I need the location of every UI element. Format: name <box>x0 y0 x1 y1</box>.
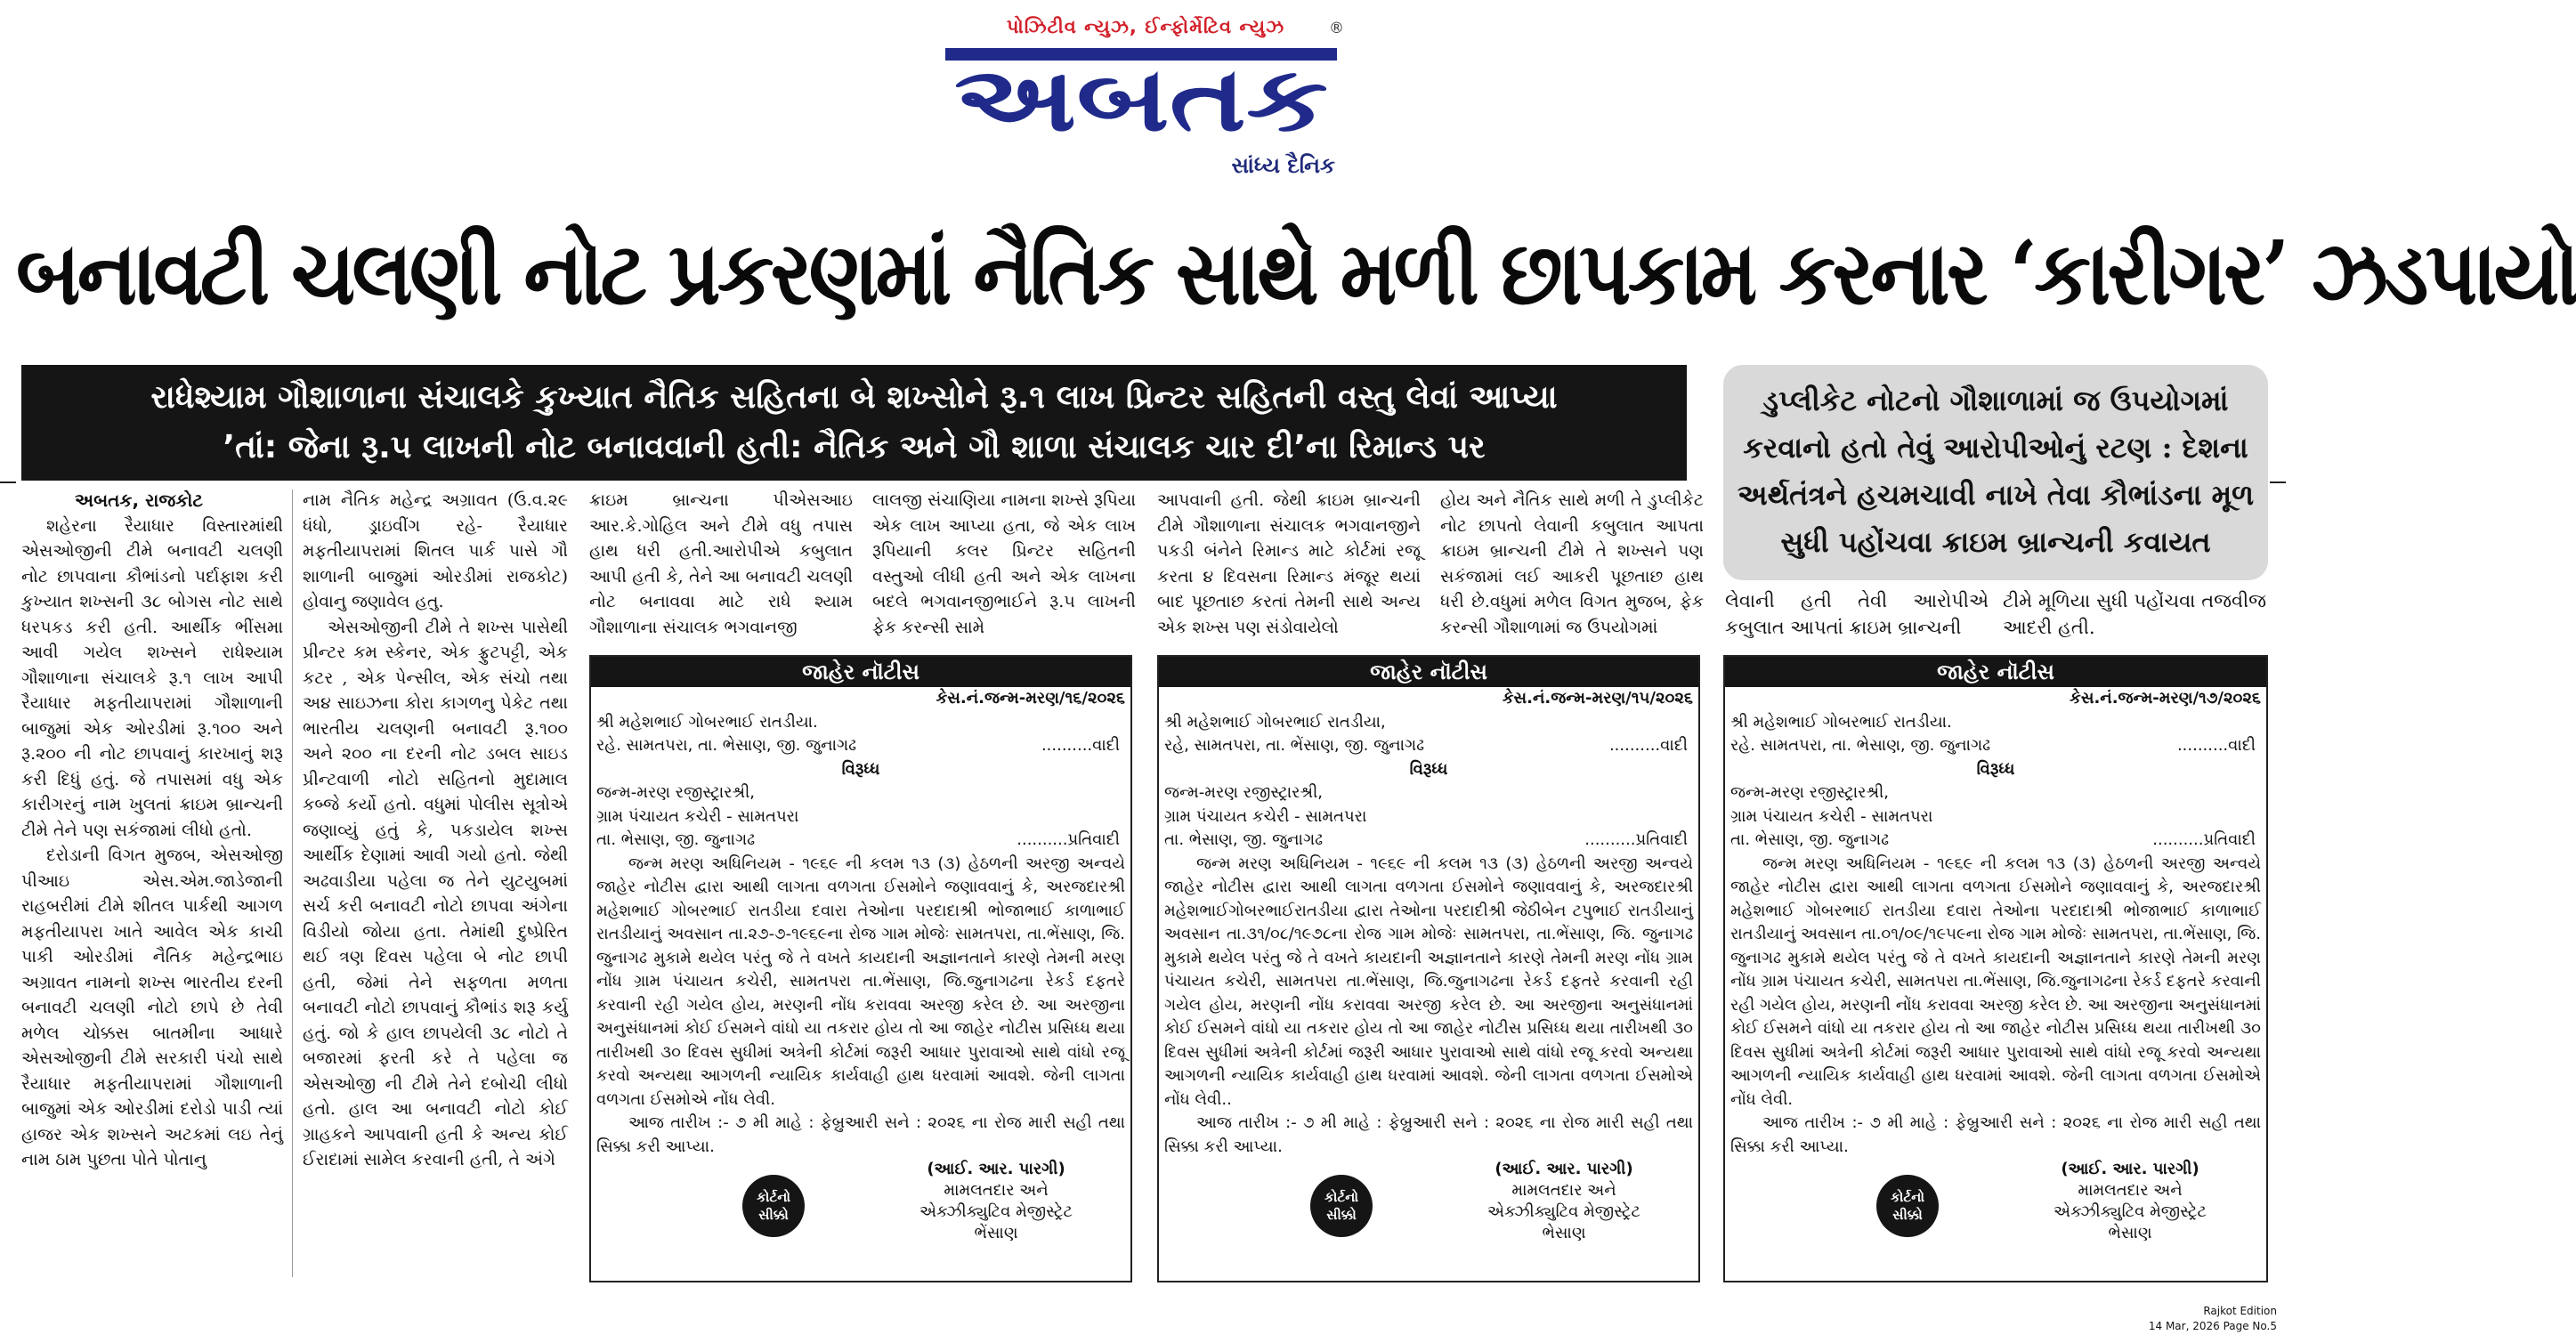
court-seal <box>742 1175 805 1237</box>
highlight-line: અર્થતંત્રને હચમચાવી નાખે તેવા કૌભાંડના મૂળ <box>1737 478 2255 512</box>
public-notice-1 <box>589 655 1132 1282</box>
notice-date: આજ તારીખ :- ૭ મી માહે : ફેબ્રુઆરી સને : ૨૦૨૬ ના રોજ મારી સહી તથા સિક્કા કરી આપ્યા. <box>1164 1113 1693 1156</box>
notice-title: જાહેર નૉટીસ <box>1725 657 2266 687</box>
notice-case-number: કેસ.નં.જન્મ-મરણ/૧૬/૨૦૨૬ <box>936 689 1125 708</box>
notice-case-number: કેસ.નં.જન્મ-મરણ/૧૭/૨૦૨૬ <box>2070 689 2261 708</box>
edition-info <box>2145 1304 2277 1334</box>
notice-signature <box>885 1159 1107 1244</box>
signatory-title: એક્ઝીક્યુટિવ મેજીસ્ટ્રેટ <box>919 1202 1073 1221</box>
masthead-tagline: પોઝિટીવ ન્યુઝ, ઈન્ફોર્મેટિવ ન્યુઝ <box>1006 16 1285 37</box>
notice-case-number: કેસ.નં.જન્મ-મરણ/૧૫/૨૦૨૬ <box>1502 689 1693 708</box>
article-column-2 <box>303 488 568 1280</box>
notice-body: જન્મ મરણ અધિનિયમ - ૧૯૬૯ ની કલમ ૧૩ (૩) હેઠળની અરજી અન્વયે જાહેર નોટીસ દ્વારા આથી લાગતા વળગતા ઈસમોને જણાવવાનું કે, અરજદારશ્રી મહેશભાઈગોબરભાઈરાતડીયા દ્વારા તેઓના પરદાદીશ્રી જેઠીબેન ટપુભાઈ રાતડીયાનું અવસાન તા.૩૧/૦૮/૧૯૭૮ના રોજ ગામ મોજેઃ સામતપરા, તા.ભેંસાણ, જિ. જુનાગઢ મુકામે થયેલ પરંતુ જે તે વખતે કાયદાની અજ્ઞાનતાને કારણે તેમની મરણ નોંધ ગ્રામ પંચાયત કચેરી, સામતપરા તા.ભેંસાણ, જિ.જુનાગઢના રેકર્ડ દફતરે કરવાની રહી ગયેલ હોય, મરણની નોંધ કરાવવા અરજી કરેલ છે. આ અરજીના અનુસંધાનમાં કોઈ ઈસમને વાંધો યા તકરાર હોય તો આ જાહેર નોટીસ પ્રસિધ્ધ થયા તારીખથી ૩૦ દિવસ સુધીમાં અત્રેની કોર્ટમાં જરૂરી આધાર પુરાવાઓ સાથે વાંધો રજૂ કરવો અન્યથા આગળની ન્યાયિક કાર્યવાહી હાથ ધરવામાં આવશે. જેની લાગતા વળગતા ઈસમોએ નોંધ લેવી.. <box>1164 854 1693 1109</box>
highlight-line: સુધી પહોંચવા ક્રાઇમ બ્રાન્ચની કવાયત <box>1780 525 2211 559</box>
article-paragraph: નામ નૈતિક મહેન્દ્ર અગ્રાવત (ઉ.વ.૨૯ ધંધો, ડ્રાઇવીંગ રહે- રૈયાધાર મફતીયાપરામાં શિતલ પાર્ક પાસે ગૌ શાળાની બાજુમાં ઓરડીમાં રાજકોટ) હોવાનુ જણાવેલ હતુ. <box>303 490 568 611</box>
article-paragraph: એસઓજીની ટીમે તે શખ્સ પાસેથી પ્રીન્ટર કમ સ્કેનર, એક ફ્રુટપટ્ટી, એક કટર , એક પેન્સીલ, એક સંચો તથા અ૪ સાઇઝના કોરા કાગળનુ પેકેટ તથા ભારતીય ચલણની બનાવટી રૂ.૧૦૦ અને ૨૦૦ ના દરની નોટ ડબલ સાઇડ પ્રીન્ટવાળી નોટો સહિતનો મુદામાલ કબ્જે કર્યો હતો. વધુમાં પોલીસ સૂત્રોએ જણાવ્યું હતું કે, પકડાયેલ શખ્સ આર્થીક દેણામાં આવી ગયો હતો. જેથી અઢવાડીયા પહેલા જ તેને યુટયુબમાં સર્ચ કરી બનાવટી નોટો છાપવા અંગેના વિડીયો જોયા હતા. તેમાંથી દુષ્પ્રેરિત થઈ ત્રણ દિવસ પહેલા બે નોટ છાપી હતી, જેમાં તેને સફળતા મળતા બનાવટી નોટો છાપવાનું કૌભાંડ શરૂ કર્યુ હતું. જો કે હાલ છાપયેલી ૩૮ નોટો તે બજારમાં ફરતી કરે તે પહેલા જ એસઓજી ની ટીમે તેને દબોચી લીધો હતો. હાલ આ બનાવટી નોટો કોઈ ગ્રાહકને આપવાની હતી કે અન્ય કોઈ ઈરાદામાં સામેલ કરવાની હતી, તે અંગે <box>303 617 568 1169</box>
article-column-3: ક્રાઇમ બ્રાન્ચના પીએસઆઇ આર.કે.ગોહિલ અને ટીમે વધુ તપાસ હાથ ધરી હતી.આરોપીએ કબુલાત આપી હતી કે, તેને આ બનાવટી ચલણી નોટ બનાવવા માટે રાધે શ્યામ ગૌશાળાના સંચાલક ભગવાનજી <box>589 490 853 637</box>
notice-virudh: વિરૂધ્ધ <box>1409 759 1448 779</box>
highlight-box <box>1723 365 2268 580</box>
signatory-name: (આઈ. આર. પારગી) <box>1495 1160 1633 1178</box>
public-notice-2 <box>1157 655 1700 1282</box>
seal-text: સીક્કો <box>758 1207 789 1223</box>
notice-prativadi: ..........પ્રતિવાદી <box>1584 830 1688 849</box>
logo-text: અબતક <box>954 47 1328 151</box>
signatory-place: ભેંસાણ <box>974 1224 1018 1242</box>
edition-date-page: 14 Mar, 2026 Page No.5 <box>2148 1320 2277 1332</box>
notice-respondent: તા. ભેસાણ, જી. જુનાગઢ <box>596 830 756 849</box>
article-paragraph: શહેરના રૈયાધાર વિસ્તારમાંથી એસઓજીની ટીમે બનાવટી ચલણી નોટ છાપવાના કૌભાંડનો પર્દાફાશ કરી કુખ્યાત શખ્સની ૩૮ બોગસ નોટ સાથે ધરપકડ કરી હતી. આર્થીક ભીંસમા આવી ગયેલ શખ્સને રાધેશ્યામ ગૌશાળાના સંચાલકે રૂ.૧ લાખ આપી રૈયાધાર મફતીયાપરામાં ગૌશાળાની બાજુમાં એક ઓરડીમાં રૂ.૧૦૦ અને રૂ.૨૦૦ ની નોટ છાપવાનું કારખાનું શરૂ કરી દિધું હતું. જે તપાસમાં વધુ એક કારીગરનું નામ ખુલતાં ક્રાઇમ બ્રાન્ચની ટીમે તેને પણ સકંજામાં લીધો હતો. <box>21 515 283 840</box>
notice-applicant: શ્રી મહેશભાઈ ગોબરભાઈ રાતડીયા. <box>1730 712 1952 732</box>
notice-body: જન્મ મરણ અધિનિયમ - ૧૯૬૯ ની કલમ ૧૩ (૩) હેઠળની અરજી અન્વયે જાહેર નોટીસ દ્વારા આથી લાગતા વળગતા ઈસમોને જણાવવાનું કે, અરજદારશ્રી મહેશભાઈ ગોબરભાઈ રાતડીયા દવારા તેઓના પરદાદાશ્રી ભોજાભાઈ કાળાભાઈ રાતડીયાનું અવસાન તા.૦૧/૦૯/૧૯૫૯ના રોજ ગામ મોજેઃ સામતપરા, તા.ભેંસાણ, જિ. જુનાગઢ મુકામે થયેલ પરંતુ જે તે વખતે કાયદાની અજ્ઞાનતાને કારણે તેમની મરણ નોંધ ગ્રામ પંચાયત કચેરી, સામતપરા તા.ભેંસાણ, જિ.જુનાગઢના રેકર્ડ દફતરે કરવાની રહી ગયેલ હોય, મરણની નોંધ કરાવવા અરજી કરેલ છે. આ અરજીના અનુસંધાનમાં કોઈ ઈસમને વાંધો યા તકરાર હોય તો આ જાહેર નોટીસ પ્રસિધ્ધ થયા તારીખથી ૩૦ દિવસ સુધીમાં અત્રેની કોર્ટમાં જરૂરી આધાર પુરાવાઓ સાથે વાંધો રજૂ કરવો અન્યથા આગળની ન્યાયિક કાર્યવાહી હાથ ધરવામાં આવશે. જેની લાગતા વળગતા ઈસમોએ નોંધ લેવી. <box>1730 854 2261 1109</box>
notice-respondent: જન્મ-મરણ રજીસ્ટ્રારશ્રી, <box>1164 783 1323 802</box>
highlight-line: ડુપ્લીકેટ નોટનો ગૌશાળામાં જ ઉપયોગમાં <box>1762 384 2229 417</box>
notice-signature <box>2019 1159 2241 1244</box>
column-rule <box>292 489 293 1277</box>
article-column-1 <box>21 488 283 1280</box>
margin-tick <box>2270 481 2286 483</box>
masthead-logo <box>945 39 1337 151</box>
notice-prativadi: ..........પ્રતિવાદી <box>2152 830 2256 849</box>
article-column-6: હોય અને નૈતિક સાથે મળી તે ડુપ્લીકેટ નોટ છાપતો લેવાની કબુલાત આપતા ક્રાઇમ બ્રાન્ચની ટીમે તે શખ્સને પણ સકંજામાં લઈ આકરી પૂછતાછ હાથ ધરી છે.વધુમાં મળેલ વિગત મુજબ, ફેક કરન્સી ગૌશાળામાં જ ઉપયોગમાં <box>1440 490 1704 637</box>
seal-text: કોર્ટનો <box>1891 1189 1924 1205</box>
seal-text: સીક્કો <box>1892 1207 1923 1223</box>
article-continuation-left: લેવાની હતી તેવી આરોપીએ કબુલાત આપતાં ક્રાઇમ બ્રાન્ચની <box>1725 590 1989 638</box>
signatory-title: મામલતદાર અને <box>944 1181 1049 1200</box>
seal-text: સીક્કો <box>1326 1207 1357 1223</box>
sub-headline-strap <box>21 365 1687 481</box>
signatory-title: એક્ઝીક્યુટિવ મેજીસ્ટ્રેટ <box>1487 1202 1640 1221</box>
notice-respondent: ગ્રામ પંચાયત કચેરી - સામતપરા <box>1730 806 1933 826</box>
notice-respondent: ગ્રામ પંચાયત કચેરી - સામતપરા <box>1164 806 1367 826</box>
notice-signature <box>1453 1159 1675 1244</box>
registered-mark: ® <box>1329 20 1344 37</box>
margin-tick <box>0 481 16 483</box>
notice-vadi: ..........વાદી <box>1608 736 1688 755</box>
signatory-name: (આઈ. આર. પારગી) <box>2061 1160 2199 1178</box>
notice-body: જન્મ મરણ અધિનિયમ - ૧૯૬૯ ની કલમ ૧૩ (૩) હેઠળની અરજી અન્વયે જાહેર નોટીસ દ્વારા આથી લાગતા વળગતા ઈસમોને જણાવવાનું કે, અરજદારશ્રી મહેશભાઈ ગોબરભાઈ રાતડીયા દવારા તેઓના પરદાદાશ્રી ભોજાભાઈ કાળાભાઈ રાતડીયાનું અવસાન તા.૨૭-૭-૧૯૬૯ના રોજ ગામ મોજેઃ સામતપરા, તા.ભેંસાણ, જિ. જુનાગઢ મુકામે થયેલ પરંતુ જે તે વખતે કાયદાની અજ્ઞાનતાને કારણે તેમની મરણ નોંધ ગ્રામ પંચાયત કચેરી, સામતપરા તા.ભેંસાણ, જિ.જુનાગઢના રેકર્ડ દફતરે કરવાની રહી ગયેલ હોય, મરણની નોંધ કરાવવા અરજી કરેલ છે. આ અરજીના અનુસંધાનમાં કોઈ ઈસમને વાંધો યા તકરાર હોય તો આ જાહેર નોટીસ પ્રસિધ્ધ થયા તારીખથી ૩૦ દિવસ સુધીમાં અત્રેની કોર્ટમાં જરૂરી આધાર પુરાવાઓ સાથે વાંધો રજૂ કરવો અન્યથા આગળની ન્યાયિક કાર્યવાહી હાથ ધરવામાં આવશે. જેની લાગતા વળગતા ઈસમોએ નોંધ લેવી. <box>596 854 1125 1109</box>
seal-text: કોર્ટનો <box>1324 1189 1358 1205</box>
notice-date: આજ તારીખ :- ૭ મી માહે : ફેબ્રુઆરી સને : ૨૦૨૬ ના રોજ મારી સહી તથા સિક્કા કરી આપ્યા. <box>596 1113 1125 1156</box>
signatory-name: (આઈ. આર. પારગી) <box>927 1160 1065 1178</box>
notice-respondent: જન્મ-મરણ રજીસ્ટ્રારશ્રી, <box>596 783 755 802</box>
notice-respondent: તા. ભેસાણ, જી. જુનાગઢ <box>1730 830 1890 849</box>
strap-line-1: રાધેશ્યામ ગૌશાળાના સંચાલકે કુખ્યાત નૈતિક સહિતના બે શખ્સોને રૂ.૧ લાખ પ્રિન્ટર સહિતની વસ્તુ લેવાં આપ્યા <box>150 379 1558 416</box>
strap-line-2: ’તાં: જેના રૂ.૫ લાખની નોટ બનાવવાની હતી: નૈતિક અને ગૌ શાળા સંચાલક ચાર દી’ના રિમાન્ડ પર <box>223 429 1486 465</box>
notice-virudh: વિરૂધ્ધ <box>1976 759 2015 779</box>
masthead-subtitle: સાંધ્ય દૈનિક <box>1231 153 1335 178</box>
public-notice-3 <box>1723 655 2268 1282</box>
signatory-place: ભેસાણ <box>1542 1224 1586 1242</box>
main-headline: બનાવટી ચલણી નોટ પ્રકરણમાં નૈતિક સાથે મળી છાપકામ કરનાર ‘કારીગર’ ઝડપાયો <box>16 222 2576 325</box>
notice-address: રહે. સામતપરા, તા. ભેસાણ, જી. જુનાગઢ <box>596 736 857 755</box>
notice-title: જાહેર નૉટીસ <box>591 657 1130 687</box>
article-continuation-right: ટીમે મૂળિયા સુધી પહોંચવા તજવીજ આદરી હતી. <box>2003 590 2266 638</box>
byline: અબતક, રાજકોટ <box>75 489 204 511</box>
court-seal <box>1310 1175 1373 1237</box>
seal-text: કોર્ટનો <box>757 1189 790 1205</box>
article-paragraph: દરોડાની વિગત મુજબ, એસઓજી પીઆઇ એસ.એમ.જાડેજાની રાહબરીમાં ટીમે શીતલ પાર્કથી આગળ મફતીયાપરા ખાતે આવેલ એક કાચી પાકી ઓરડીમાં નૈતિક મહેન્દ્રભાઇ અગ્રાવત નામનો શખ્સ ભારતીય દરની બનાવટી ચલણી નોટો છાપે છે તેવી મળેલ ચોક્કસ બાતમીના આધારે એસઓજીની ટીમે સરકારી પંચો સાથે રૈયાધાર મફતીયાપરામાં ગૌશાળાની બાજુમાં એક ઓરડીમાં દરોડો પાડી ત્યાં હાજર એક શખ્સને અટકમાં લઇ તેનું નામ ઠામ પુછતા પોતે પોતાનુ <box>21 845 283 1169</box>
notice-prativadi: ..........પ્રતિવાદી <box>1017 830 1120 849</box>
article-column-4: લાલજી સંચાણિયા નામના શખ્સે રૂપિયા એક લાખ આપ્યા હતા, જે એક લાખ રૂપિયાની કલર પ્રિન્ટર સહિતની વસ્તુઓ લીધી હતી અને એક લાખના બદલે ભગવાનજીભાઈને રૂ.૫ લાખની ફેક કરન્સી સામે <box>872 490 1136 637</box>
notice-date: આજ તારીખ :- ૭ મી માહે : ફેબ્રુઆરી સને : ૨૦૨૬ ના રોજ મારી સહી તથા સિક્કા કરી આપ્યા. <box>1730 1113 2261 1156</box>
notice-address: રહે. સામતપરા, તા. ભેસાણ, જી. જુનાગઢ <box>1730 736 1991 755</box>
notice-virudh: વિરૂધ્ધ <box>841 759 880 779</box>
notice-applicant: શ્રી મહેશભાઈ ગોબરભાઈ રાતડીયા. <box>596 712 818 732</box>
notice-address: રહે, સામતપરા, તા. ભેંસાણ, જી. જુનાગઢ <box>1164 736 1425 755</box>
notice-respondent: ગ્રામ પંચાયત કચેરી - સામતપરા <box>596 806 799 826</box>
highlight-line: કરવાનો હતો તેવું આરોપીઓનું રટણ : દેશના <box>1743 431 2248 465</box>
notice-vadi: ..........વાદી <box>1041 736 1120 755</box>
edition-name: Rajkot Edition <box>2203 1305 2277 1317</box>
signatory-title: મામલતદાર અને <box>1511 1181 1616 1200</box>
notice-vadi: ..........વાદી <box>2176 736 2256 755</box>
notice-respondent: જન્મ-મરણ રજીસ્ટ્રારશ્રી, <box>1730 783 1889 802</box>
court-seal <box>1876 1175 1939 1237</box>
article-column-5: આપવાની હતી. જેથી ક્રાઇમ બ્રાન્ચની ટીમે ગૌશાળાના સંચાલક ભગવાનજીને પકડી બંનેને રિમાન્ડ માટે કોર્ટમાં રજૂ કરતા ૪ દિવસના રિમાન્ડ મંજૂર થયાં બાદ પૂછતાછ કરતાં તેમની સાથે અન્ય એક શખ્સ પણ સંડોવાયેલો <box>1157 490 1421 637</box>
signatory-title: મામલતદાર અને <box>2078 1181 2183 1200</box>
signatory-place: ભેસાણ <box>2108 1224 2152 1242</box>
notice-title: જાહેર નૉટીસ <box>1159 657 1698 687</box>
signatory-title: એક્ઝીક્યુટિવ મેજીસ્ટ્રેટ <box>2054 1202 2207 1221</box>
notice-respondent: તા. ભેસાણ, જી. જુનાગઢ <box>1164 830 1324 849</box>
notice-applicant: શ્રી મહેશભાઈ ગોબરભાઈ રાતડીયા, <box>1164 712 1386 732</box>
